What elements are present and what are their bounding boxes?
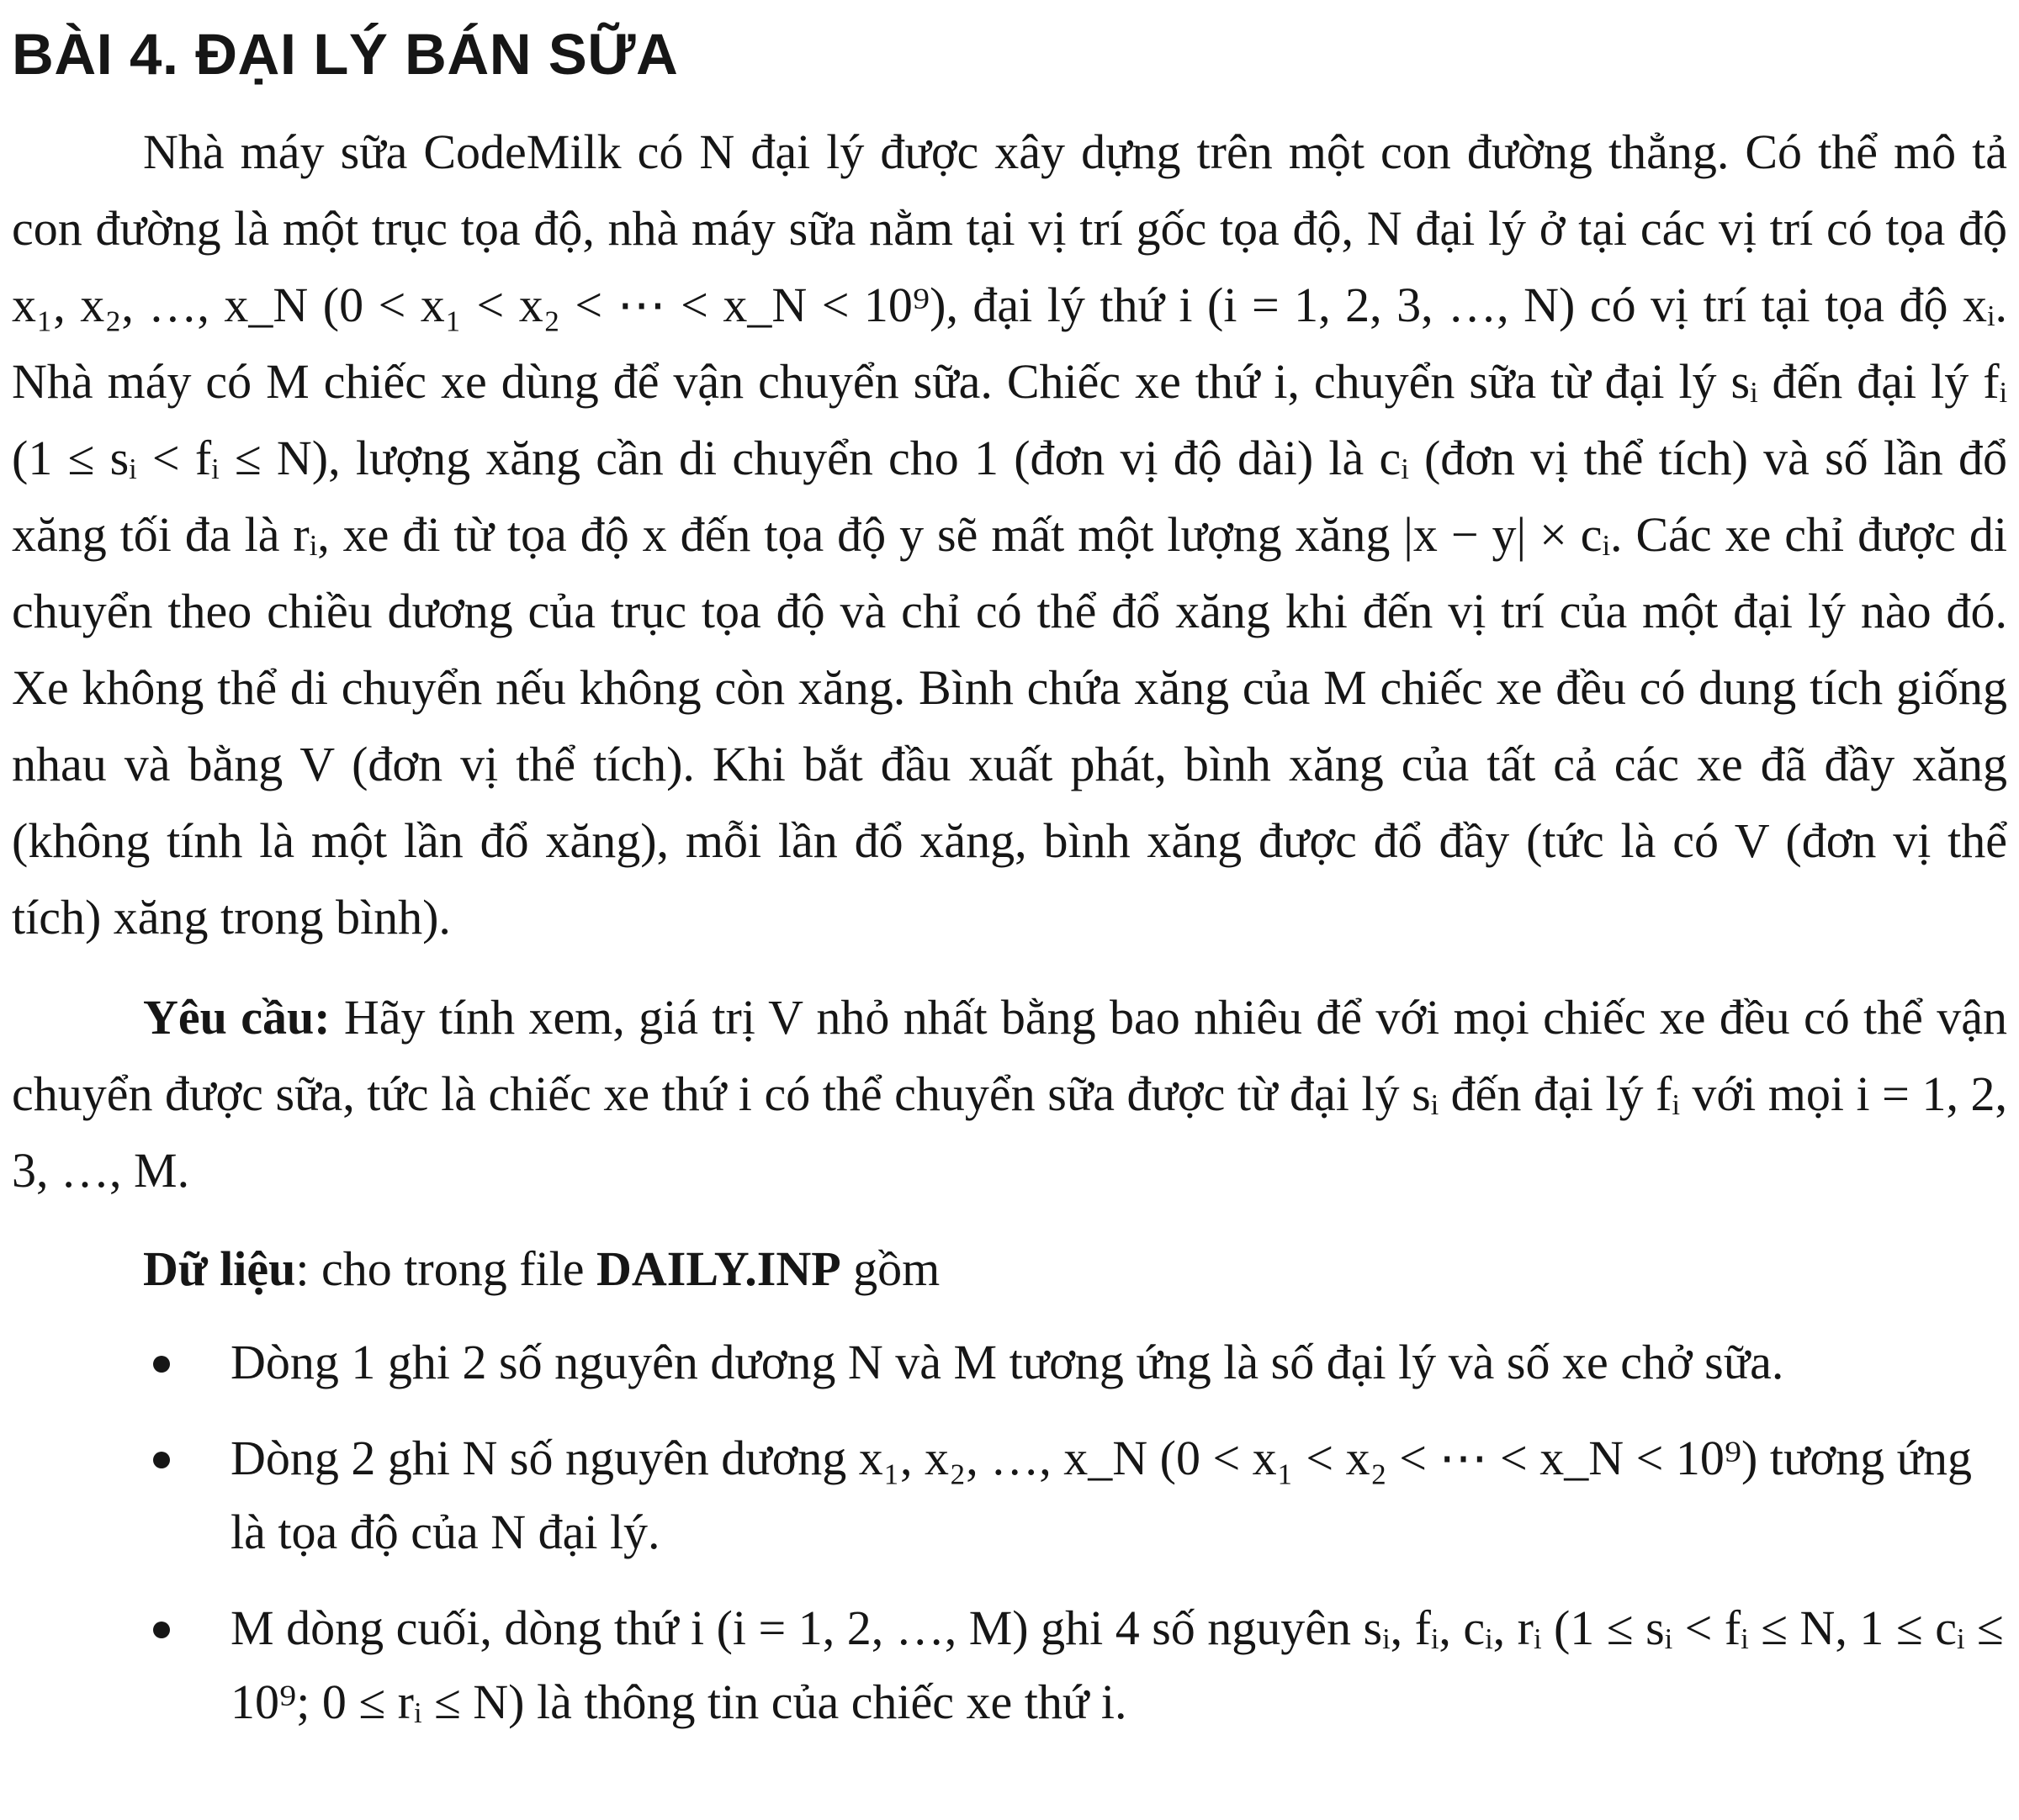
requirement-text: Hãy tính xem, giá trị V nhỏ nhất bằng bao nhiêu để với mọi chiếc xe đều có thể vận chuyển được sữa, tức là chiếc xe thứ i có thể chuyển sữa được từ đại lý sᵢ đến đại lý fᵢ với mọi i = 1, 2, 3, …, M. [12,990,2007,1198]
input-data-label: Dữ liệu [143,1241,296,1296]
problem-description: Nhà máy sữa CodeMilk có N đại lý được xây dựng trên một con đường thẳng. Có thể mô tả con đường là một trục tọa độ, nhà máy sữa nằm tại vị trí gốc tọa độ, N đại lý ở tại các vị trí có tọa độ x₁, x₂, …, x_N (0 < x₁ < x₂ < ⋯ < x_N < 10⁹), đại lý thứ i (i = 1, 2, 3, …, N) có vị trí tại tọa độ xᵢ. Nhà máy có M chiếc xe dùng để vận chuyển sữa. Chiếc xe thứ i, chuyển sữa từ đại lý sᵢ đến đại lý fᵢ (1 ≤ sᵢ < fᵢ ≤ N), lượng xăng cần di chuyển cho 1 (đơn vị độ dài) là cᵢ (đơn vị thể tích) và số lần đổ xăng tối đa là rᵢ, xe đi từ tọa độ x đến tọa độ y sẽ mất một lượng xăng |x − y| × cᵢ. Các xe chỉ được di chuyển theo chiều dương của trục tọa độ và chỉ có thể đổ xăng khi đến vị trí của một đại lý nào đó. Xe không thể di chuyển nếu không còn xăng. Bình chứa xăng của M chiếc xe đều có dung tích giống nhau và bằng V (đơn vị thể tích). Khi bắt đầu xuất phát, bình xăng của tất cả các xe đã đầy xăng (không tính là một lần đổ xăng), mỗi lần đổ xăng, bình xăng được đổ đầy (tức là có V (đơn vị thể tích) xăng trong bình). [12,124,2007,944]
list-item [12,1421,2007,1569]
list-item [12,1325,2007,1399]
bullet-icon [153,1356,170,1373]
list-item-text: Dòng 1 ghi 2 số nguyên dương N và M tương ứng là số đại lý và số xe chở sữa. [231,1335,1784,1389]
input-data-heading [12,1230,2007,1307]
list-item [12,1591,2007,1739]
input-data-text-after: gồm [840,1241,941,1296]
problem-title: BÀI 4. ĐẠI LÝ BÁN SỮA [12,22,679,87]
input-filename: DAILY.INP [596,1241,841,1296]
list-item-text: Dòng 2 ghi N số nguyên dương x₁, x₂, …, x_N (0 < x₁ < x₂ < ⋯ < x_N < 10⁹) tương ứng là tọa độ của N đại lý. [231,1431,1973,1559]
input-format-list [12,1325,2007,1739]
document-page [12,0,2007,1761]
bullet-icon [153,1452,170,1468]
list-item-text: M dòng cuối, dòng thứ i (i = 1, 2, …, M) ghi 4 số nguyên sᵢ, fᵢ, cᵢ, rᵢ (1 ≤ sᵢ < fᵢ ≤ N, 1 ≤ cᵢ ≤ 10⁹; 0 ≤ rᵢ ≤ N) là thông tin của chiếc xe thứ i. [231,1600,2004,1729]
requirement-label: Yêu cầu: [143,990,331,1045]
bullet-icon [153,1622,170,1638]
requirement-paragraph [12,979,2007,1209]
input-data-text-before: : cho trong file [295,1241,596,1296]
